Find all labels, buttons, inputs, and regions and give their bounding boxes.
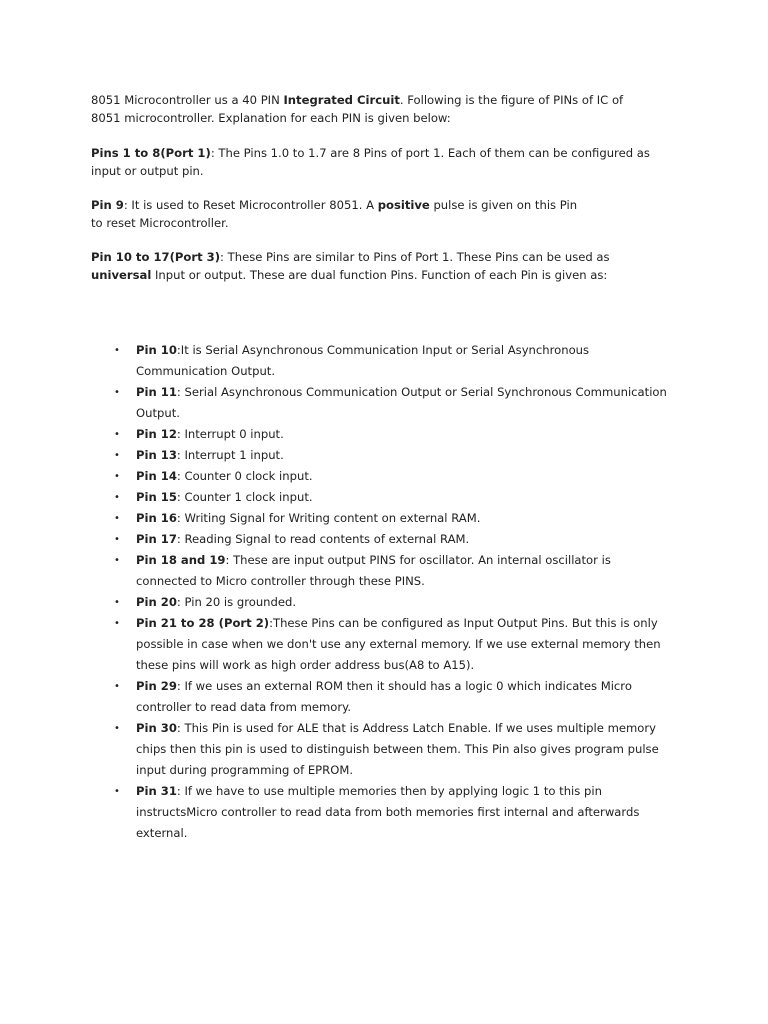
list-item — [114, 445, 674, 466]
list-item — [114, 550, 674, 592]
pin-label: Pin 13 — [136, 448, 177, 462]
pin-label: Pin 11 — [136, 385, 177, 399]
list-item — [114, 508, 674, 529]
pin-label: Pin 18 and 19 — [136, 553, 226, 567]
bullet: • — [114, 513, 120, 524]
bullet: • — [114, 345, 120, 356]
bullet: • — [114, 471, 120, 482]
list-item — [114, 382, 674, 424]
pin-description: : Writing Signal for Writing content on external RAM. — [176, 511, 481, 525]
pin-label: Pin 12 — [136, 427, 177, 441]
pin-description: : Counter 0 clock input. — [176, 469, 313, 483]
pin-description: : This Pin is used for ALE that is Address Latch Enable. If we uses multiple memory chips then this pin is used to distinguish between them. This Pin also gives program pulse input during programming of EPROM. — [136, 721, 659, 777]
bullet: • — [114, 429, 120, 440]
list-item — [114, 487, 674, 508]
pin-description: : Serial Asynchronous Communication Output or Serial Synchronous Communication Output. — [136, 385, 667, 420]
pin-label: Pin 29 — [136, 679, 177, 693]
list-item — [114, 781, 674, 844]
pin9-paragraph — [91, 196, 591, 232]
bullet: • — [114, 597, 120, 608]
pin-description: : If we have to use multiple memories then by applying logic 1 to this pin instructsMicro controller to read data from both memories first internal and afterwards external. — [136, 784, 640, 840]
pin-label: Pin 16 — [136, 511, 177, 525]
bullet: • — [114, 534, 120, 545]
pin-description: : Reading Signal to read contents of external RAM. — [176, 532, 470, 546]
bullet: • — [114, 786, 120, 797]
bullet: • — [114, 618, 120, 629]
pin-description: :It is Serial Asynchronous Communication Input or Serial Asynchronous Communication Output. — [136, 343, 590, 378]
pin9-label: Pin 9 — [91, 198, 124, 212]
bullet: • — [114, 387, 120, 398]
intro-text-post: . Following is the figure of PINs of IC of 8051 microcontroller. Explanation for each PIN is given below: — [91, 93, 624, 125]
pin9-text-bold: positive — [377, 198, 430, 212]
bullet: • — [114, 555, 120, 566]
pin-description: : Interrupt 1 input. — [176, 448, 284, 462]
pin-label: Pin 17 — [136, 532, 177, 546]
pin-label: Pin 10 — [136, 343, 177, 357]
pin-label: Pin 14 — [136, 469, 177, 483]
port3-text-pre: : These Pins are similar to Pins of Port 1. These Pins can be used as — [220, 250, 610, 264]
list-item — [114, 529, 674, 550]
bullet: • — [114, 723, 120, 734]
intro-text-bold: Integrated Circuit — [283, 93, 400, 107]
pin9-text-pre: : It is used to Reset Microcontroller 8051. A — [123, 198, 378, 212]
port1-paragraph — [91, 144, 681, 180]
pin-label: Pin 20 — [136, 595, 177, 609]
port1-label: Pins 1 to 8(Port 1) — [91, 146, 211, 160]
pin-label: Pin 15 — [136, 490, 177, 504]
bullet: • — [114, 492, 120, 503]
port1-text: : The Pins 1.0 to 1.7 are 8 Pins of port 1. Each of them can be configured as input or output pin. — [91, 146, 650, 178]
list-item — [114, 424, 674, 445]
port3-paragraph — [91, 248, 631, 284]
intro-paragraph — [91, 91, 631, 127]
port3-text-bold: universal — [91, 268, 152, 282]
port3-text-post: Input or output. These are dual function Pins. Function of each Pin is given as: — [151, 268, 608, 282]
pin-description: :These Pins can be configured as Input Output Pins. But this is only possible in case when we don't use any external memory. If we use external memory then these pins will work as high order address bus(A8 to A15). — [136, 616, 661, 672]
port3-label: Pin 10 to 17(Port 3) — [91, 250, 221, 264]
pin-label: Pin 31 — [136, 784, 177, 798]
pin-description: : Pin 20 is grounded. — [176, 595, 297, 609]
pin-list — [114, 340, 674, 844]
list-item — [114, 340, 674, 382]
pin-label: Pin 21 to 28 (Port 2) — [136, 616, 270, 630]
pin-description: : Counter 1 clock input. — [176, 490, 313, 504]
pin-description: : These are input output PINS for oscillator. An internal oscillator is connected to Micro controller through these PINS. — [136, 553, 611, 588]
pin-description: : Interrupt 0 input. — [176, 427, 284, 441]
list-item — [114, 592, 674, 613]
pin-description: : If we uses an external ROM then it should has a logic 0 which indicates Micro controller to read data from memory. — [136, 679, 632, 714]
pin-label: Pin 30 — [136, 721, 177, 735]
list-item — [114, 718, 674, 781]
list-item — [114, 676, 674, 718]
intro-text-pre: 8051 Microcontroller us a 40 PIN — [91, 93, 284, 107]
pin9-text-post: pulse is given on this Pin to reset Microcontroller. — [91, 198, 578, 230]
bullet: • — [114, 450, 120, 461]
list-item — [114, 466, 674, 487]
list-item — [114, 613, 674, 676]
bullet: • — [114, 681, 120, 692]
